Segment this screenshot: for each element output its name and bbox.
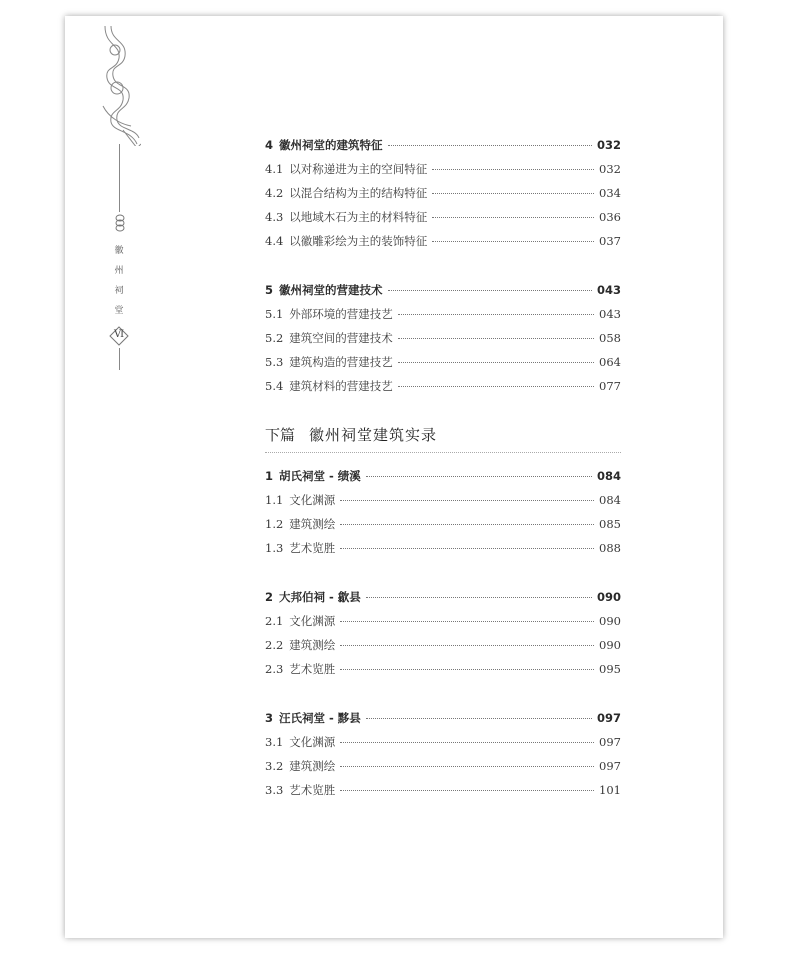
section-page: 097: [599, 735, 621, 749]
dot-leader: [340, 790, 594, 791]
toc-section[interactable]: [265, 181, 621, 205]
toc-section[interactable]: [265, 302, 621, 326]
section-number: 3.1: [265, 735, 284, 749]
dot-leader: [366, 476, 592, 477]
toc-section[interactable]: [265, 730, 621, 754]
dot-leader: [340, 742, 594, 743]
toc-section[interactable]: [265, 778, 621, 802]
toc-chapter[interactable]: [265, 133, 621, 157]
toc-section[interactable]: [265, 157, 621, 181]
dot-leader: [388, 290, 592, 291]
section-number: 2.2: [265, 638, 284, 652]
dot-leader: [340, 524, 594, 525]
section-number: 5.3: [265, 355, 284, 369]
toc-section[interactable]: [265, 350, 621, 374]
dot-leader: [398, 314, 594, 315]
section-title: 文化渊源: [289, 735, 336, 749]
toc-section[interactable]: [265, 609, 621, 633]
section-number: 5.4: [265, 379, 284, 393]
section-page: 090: [599, 638, 621, 652]
section-number: 4.2: [265, 186, 284, 200]
section-page: 090: [599, 614, 621, 628]
running-title-char: 徽: [114, 246, 124, 256]
chapter-title: 胡氏祠堂 - 绩溪: [279, 469, 361, 483]
chapter-number: 2: [265, 590, 274, 604]
section-page: 043: [599, 307, 621, 321]
toc-section[interactable]: [265, 536, 621, 560]
section-page: 037: [599, 234, 621, 248]
chapter-number: 3: [265, 711, 274, 725]
dot-leader: [340, 669, 594, 670]
scroll-ornament-icon: [101, 26, 141, 146]
chapter-title: 徽州祠堂的建筑特征: [279, 138, 383, 152]
spacer: [265, 253, 621, 278]
section-number: 3.2: [265, 759, 284, 773]
chapter-title: 徽州祠堂的营建技术: [279, 283, 383, 297]
section-page: 101: [599, 783, 621, 797]
chapter-number: 4: [265, 138, 274, 152]
dot-leader: [340, 766, 594, 767]
chapter-page: 097: [596, 711, 621, 725]
toc-section[interactable]: [265, 488, 621, 512]
section-page: 077: [599, 379, 621, 393]
section-number: 2.1: [265, 614, 284, 628]
toc-section[interactable]: [265, 512, 621, 536]
section-title: 建筑测绘: [289, 638, 336, 652]
section-title: 以对称递进为主的空间特征: [289, 162, 428, 176]
running-title-char: 祠: [114, 286, 124, 296]
spacer: [265, 560, 621, 585]
dot-leader: [398, 338, 594, 339]
dot-leader: [366, 597, 592, 598]
section-number: 3.3: [265, 783, 284, 797]
section-page: 095: [599, 662, 621, 676]
knot-ornament-icon: [114, 212, 126, 234]
toc-chapter[interactable]: [265, 464, 621, 488]
section-number: 2.3: [265, 662, 284, 676]
section-number: 1.3: [265, 541, 284, 555]
section-page: 084: [599, 493, 621, 507]
section-title: 以混合结构为主的结构特征: [289, 186, 428, 200]
book-page: [65, 16, 723, 938]
section-number: 5.2: [265, 331, 284, 345]
section-number: 5.1: [265, 307, 284, 321]
section-title: 建筑测绘: [289, 517, 336, 531]
section-title: 建筑构造的营建技艺: [289, 355, 393, 369]
part-label: 下篇: [265, 426, 296, 444]
section-title: 建筑空间的营建技术: [289, 331, 393, 345]
toc-chapter[interactable]: [265, 706, 621, 730]
chapter-page: 084: [596, 469, 621, 483]
vertical-rule: [119, 144, 120, 212]
section-title: 以地域木石为主的材料特征: [289, 210, 428, 224]
page-number: Ⅵ: [113, 329, 125, 340]
section-title: 文化渊源: [289, 614, 336, 628]
section-title: 艺术览胜: [289, 541, 336, 555]
running-title-char: 堂: [114, 306, 124, 316]
running-title: [109, 241, 129, 321]
toc-chapter[interactable]: [265, 585, 621, 609]
toc-section[interactable]: [265, 326, 621, 350]
section-page: 085: [599, 517, 621, 531]
section-page: 064: [599, 355, 621, 369]
section-page: 032: [599, 162, 621, 176]
chapter-page: 032: [596, 138, 621, 152]
dot-leader: [340, 621, 594, 622]
part-title: 徽州祠堂建筑实录: [309, 426, 438, 444]
section-page: 088: [599, 541, 621, 555]
dot-leader: [340, 500, 594, 501]
running-title-char: 州: [114, 266, 124, 276]
chapter-page: 043: [596, 283, 621, 297]
section-number: 1.1: [265, 493, 284, 507]
toc-section[interactable]: [265, 633, 621, 657]
part-heading: [265, 418, 621, 453]
section-page: 097: [599, 759, 621, 773]
dot-leader: [432, 193, 594, 194]
section-title: 艺术览胜: [289, 662, 336, 676]
section-title: 艺术览胜: [289, 783, 336, 797]
dot-leader: [388, 145, 592, 146]
dot-leader: [398, 362, 594, 363]
dot-leader: [432, 169, 594, 170]
spacer: [265, 681, 621, 706]
dot-leader: [432, 217, 594, 218]
toc-section[interactable]: [265, 205, 621, 229]
table-of-contents: [265, 133, 621, 802]
section-title: 建筑材料的营建技艺: [289, 379, 393, 393]
section-number: 1.2: [265, 517, 284, 531]
toc-section[interactable]: [265, 374, 621, 398]
toc-chapter[interactable]: [265, 278, 621, 302]
section-page: 058: [599, 331, 621, 345]
section-title: 文化渊源: [289, 493, 336, 507]
chapter-number: 5: [265, 283, 274, 297]
dot-leader: [366, 718, 592, 719]
dot-leader: [432, 241, 594, 242]
dot-leader: [340, 645, 594, 646]
section-number: 4.3: [265, 210, 284, 224]
chapter-page: 090: [596, 590, 621, 604]
chapter-title: 大邦伯祠 - 歙县: [279, 590, 361, 604]
section-title: 以徽雕彩绘为主的装饰特征: [289, 234, 428, 248]
chapter-title: 汪氏祠堂 - 黟县: [279, 711, 361, 725]
page-number-badge: [109, 326, 129, 346]
chapter-number: 1: [265, 469, 274, 483]
dot-leader: [340, 548, 594, 549]
toc-section[interactable]: [265, 229, 621, 253]
section-page: 036: [599, 210, 621, 224]
section-title: 建筑测绘: [289, 759, 336, 773]
vertical-rule-lower: [119, 348, 120, 370]
toc-section[interactable]: [265, 754, 621, 778]
toc-section[interactable]: [265, 657, 621, 681]
section-title: 外部环境的营建技艺: [289, 307, 393, 321]
section-page: 034: [599, 186, 621, 200]
section-number: 4.1: [265, 162, 284, 176]
section-number: 4.4: [265, 234, 284, 248]
dot-leader: [398, 386, 594, 387]
